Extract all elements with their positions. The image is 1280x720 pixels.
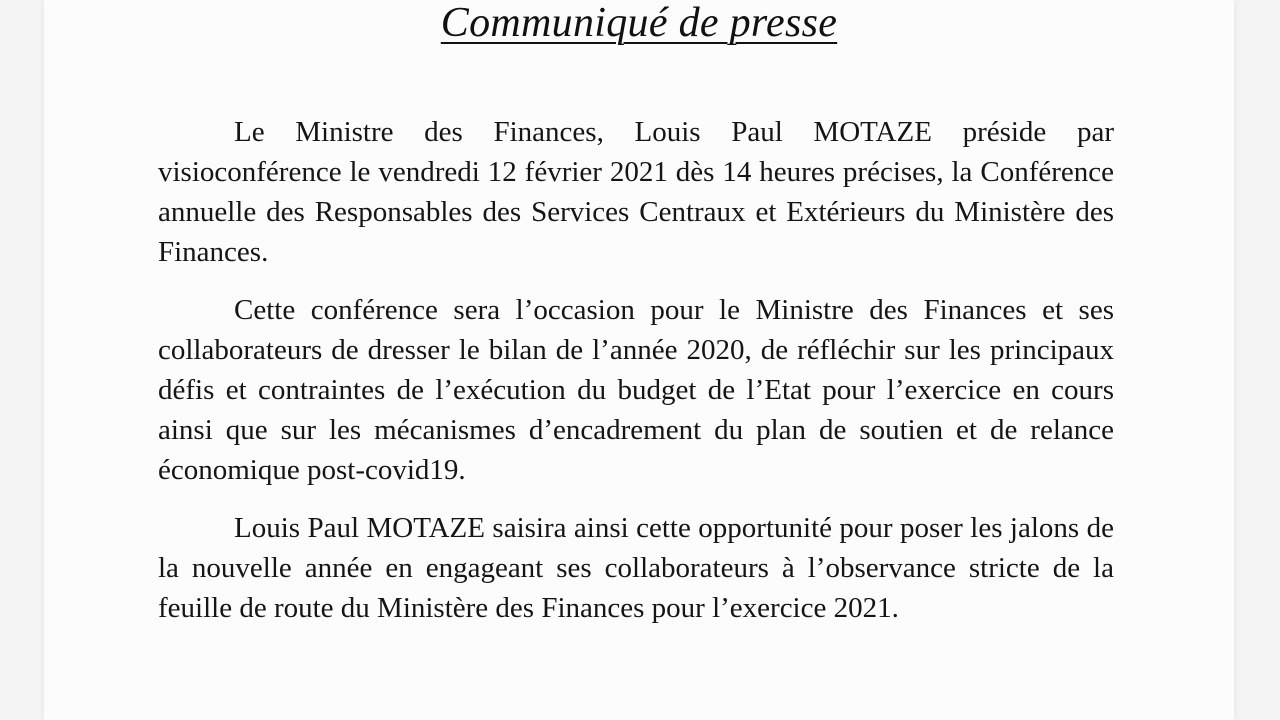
paragraph-1: Le Ministre des Finances, Louis Paul MOTAZE préside par visioconférence le vendredi 12 février 2021 dès 14 heures précises, la Conférence annuelle des Responsables des Services Centraux et Extérieurs du Ministère des Finances.	[158, 116, 1114, 268]
document-page	[44, 0, 1234, 720]
document-body	[158, 112, 1114, 646]
paragraph-3: Louis Paul MOTAZE saisira ainsi cette opportunité pour poser les jalons de la nouvelle année en engageant ses collaborateurs à l’observance stricte de la feuille de route du Ministère des Finances pour l’exercice 2021.	[158, 512, 1114, 624]
paragraph-2: Cette conférence sera l’occasion pour le Ministre des Finances et ses collaborateurs de dresser le bilan de l’année 2020, de réfléchir sur les principaux défis et contraintes de l’exécution du budget de l’Etat pour l’exercice en cours ainsi que sur les mécanismes d’encadrement du plan de soutien et de relance économique post-covid19.	[158, 294, 1114, 486]
document-title: Communiqué de presse	[440, 0, 838, 46]
